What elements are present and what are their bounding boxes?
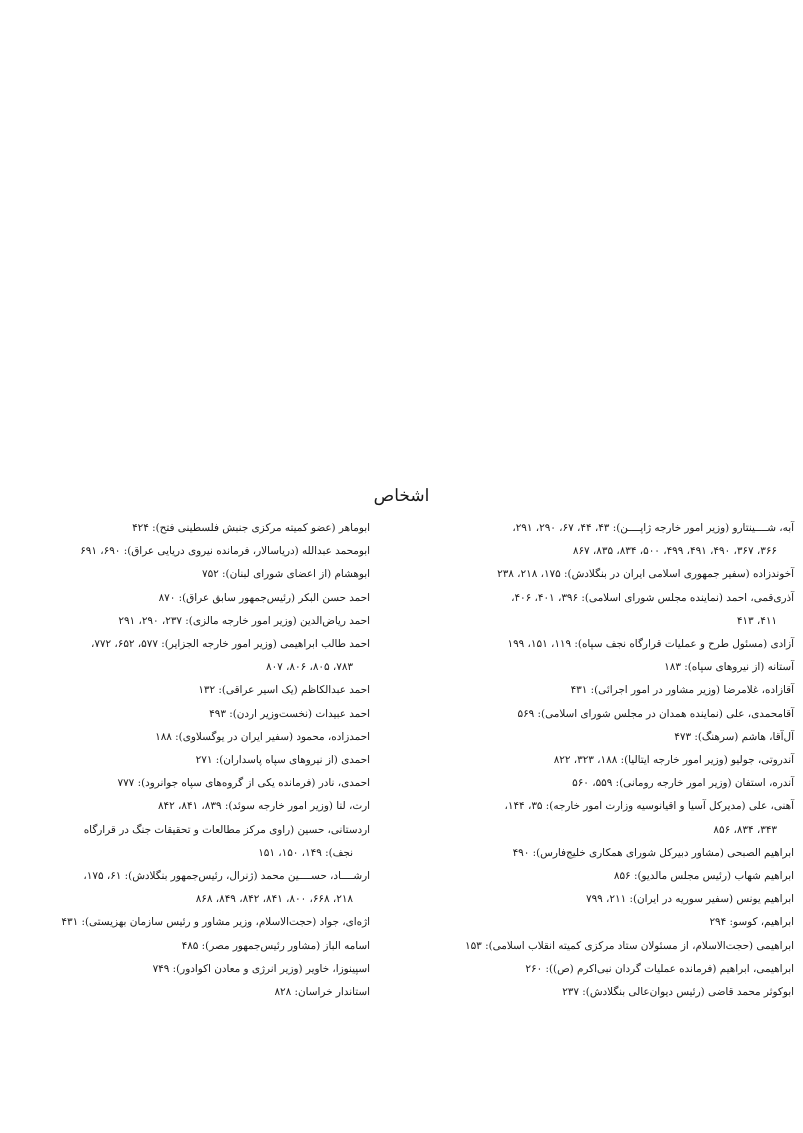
index-entry: احمدزاده، محمود (سفیر ایران در یوگسلاوی): ۱۸۸ [155, 730, 370, 743]
index-entry-continuation: ۷۸۳، ۸۰۵، ۸۰۶، ۸۰۷ [265, 661, 353, 674]
index-entry: آندروتی، جولیو (وزیر امور خارجه ایتالیا): ۱۸۸، ۳۲۳، ۸۲۲ [553, 754, 794, 767]
index-entry: اسپینوزا، خاویر (وزیر انرژی و معادن اکوادور): ۷۴۹ [152, 962, 370, 975]
index-column-left [10, 517, 370, 1004]
index-entry: آبه، شــــینتارو (وزیر امور خارجه ژاپــــن): ۴۳، ۴۴، ۶۷، ۲۹۰، ۲۹۱، [512, 522, 794, 534]
index-entry: احمد طالب ابراهیمی (وزیر امور خارجه الجزایر): ۵۷۷، ۶۵۲، ۷۷۲، [90, 638, 370, 651]
index-entry: اژه‌ای، جواد (حجت‌الاسلام، وزیر مشاور و رئیس سازمان بهزیستی): ۴۳۱ [61, 916, 370, 929]
index-entry: ارشــــاد، حســــین محمد (ژنرال، رئیس‌جمهور بنگلادش): ۶۱، ۱۷۵، [83, 870, 370, 883]
index-entry: احمدی، نادر (فرمانده یکی از گروه‌های سپاه جوانرود): ۷۷۷ [117, 777, 370, 790]
index-entry: آستانه (از نیروهای سپاه): ۱۸۳ [664, 661, 794, 674]
index-entry: ابراهیم الصبحی (مشاور دبیرکل شورای همکاری خلیج‌فارس): ۴۹۰ [512, 846, 794, 859]
index-entry-continuation: نجف): ۱۴۹، ۱۵۰، ۱۵۱ [258, 846, 353, 859]
index-entry: احمد حسن البکر (رئیس‌جمهور سابق عراق): ۸۷۰ [158, 591, 370, 604]
index-entry-continuation: ۲۱۸، ۶۶۸، ۸۰۰، ۸۴۱، ۸۴۲، ۸۴۹، ۸۶۸ [195, 893, 353, 906]
index-entry: آل‌آقا، هاشم (سرهنگ): ۴۷۳ [674, 730, 794, 743]
index-entry: آزادی (مسئول طرح و عملیات قرارگاه نجف سپاه): ۱۱۹، ۱۵۱، ۱۹۹ [507, 638, 794, 651]
index-entry: آندره، استفان (وزیر امور خارجه رومانی): ۵۵۹، ۵۶۰ [572, 777, 794, 790]
index-entry: ارت، لنا (وزیر امور خارجه سوئد): ۸۳۹، ۸۴۱، ۸۴۲ [157, 800, 370, 813]
index-entry-continuation: ۳۶۶، ۳۶۷، ۴۹۰، ۴۹۱، ۴۹۹، ۵۰۰، ۸۳۴، ۸۳۵، ۸۶۷ [572, 545, 777, 558]
index-entry: استاندار خراسان: ۸۲۸ [274, 986, 370, 999]
index-entry: ابوماهر (عضو کمیته مرکزی جنبش فلسطینی فتح): ۴۲۴ [132, 522, 370, 534]
index-entry: ابومحمد عبدالله (دریاسالار، فرمانده نیروی دریایی عراق): ۶۹۰، ۶۹۱ [80, 545, 370, 558]
index-entry: آذری‌قمی، احمد (نماینده مجلس شورای اسلامی): ۳۹۶، ۴۰۱، ۴۰۶، [511, 591, 794, 604]
page-title: اشخاص [373, 486, 430, 506]
index-entry: احمد عبیدات (نخست‌وزیر اردن): ۴۹۳ [209, 707, 370, 720]
index-entry: ابراهیمی (حجت‌الاسلام، از مسئولان ستاد مرکزی کمیته انقلاب اسلامی): ۱۵۳ [465, 939, 794, 952]
index-entry: ابوهشام (از اعضای شورای لبنان): ۷۵۲ [201, 568, 370, 581]
index-entry: احمد عبدالکاظم (یک اسیر عراقی): ۱۳۲ [198, 684, 370, 697]
index-entry: آهنی، علی (مدیرکل آسیا و اقیانوسیه وزارت امور خارجه): ۳۵، ۱۴۴، [504, 800, 794, 813]
index-entry-continuation: ۴۱۱، ۴۱۳ [736, 614, 777, 627]
index-entry: اسامه الباز (مشاور رئیس‌جمهور مصر): ۴۸۵ [181, 939, 370, 952]
index-entry: آقازاده، غلامرضا (وزیر مشاور در امور اجرائی): ۴۳۱ [570, 684, 794, 697]
index-entry: ابراهیم یونس (سفیر سوریه در ایران): ۲۱۱، ۷۹۹ [586, 893, 794, 906]
index-entry-continuation: ۳۴۳، ۸۳۴، ۸۵۶ [713, 823, 777, 836]
index-entry: اردستانی، حسین (راوی مرکز مطالعات و تحقیقات جنگ در قرارگاه [83, 823, 370, 836]
index-entry: آخوندزاده (سفیر جمهوری اسلامی ایران در بنگلادش): ۱۷۵، ۲۱۸، ۲۳۸ [497, 568, 794, 581]
index-entry: ابراهیمی، ابراهیم (فرمانده عملیات گردان نبی‌اکرم (ص)): ۲۶۰ [525, 962, 794, 975]
index-entry: ابوکوثر محمد قاضی (رئیس دیوان‌عالی بنگلادش): ۲۳۷ [562, 986, 794, 999]
index-entry: ابراهیم شهاب (رئیس مجلس مالدیو): ۸۵۶ [613, 870, 794, 883]
index-entry: احمد ریاض‌الدین (وزیر امور خارجه مالزی): ۲۳۷، ۲۹۰، ۲۹۱ [118, 614, 370, 627]
index-entry: آقامحمدی، علی (نماینده همدان در مجلس شورای اسلامی): ۵۶۹ [517, 707, 794, 720]
index-entry: ابراهیم، کوسو: ۲۹۴ [709, 916, 794, 929]
index-column-right [414, 517, 794, 1004]
index-entry: احمدی (از نیروهای سپاه پاسداران): ۲۷۱ [195, 754, 370, 767]
